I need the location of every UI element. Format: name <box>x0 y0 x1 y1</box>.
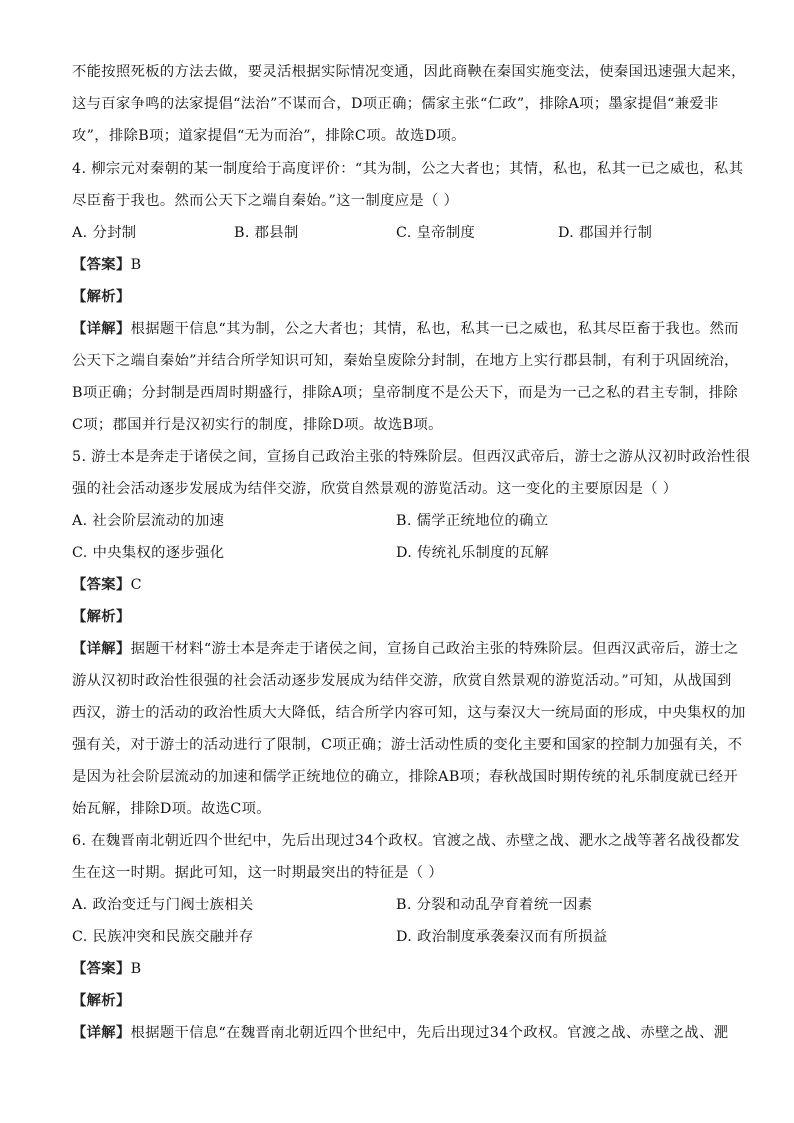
question-5-detail-line: 西汉，游士的活动的政治性质大大降低，结合所学内容可知，这与秦汉大一统局面的形成，中央集权的加 <box>72 705 746 721</box>
answer-label: 【答案】 <box>72 257 131 273</box>
question-5-detail-line: 始瓦解，排除D项。故选C项。 <box>72 801 271 817</box>
text-line: 不能按照死板的方法去做，要灵活根据实际情况变通，因此商鞅在秦国实施变法，使秦国迅速强大起来， <box>72 64 746 80</box>
text-line: 攻”，排除B项；道家提倡“无为而治”，排除C项。故选D项。 <box>72 128 466 144</box>
question-6-analysis-label <box>72 991 722 1011</box>
question-4-option-c: C. 皇帝制度 <box>396 225 476 241</box>
detail-label: 【详解】 <box>72 1025 131 1041</box>
question-6-stem-line: 6. 在魏晋南北朝近四个世纪中，先后出现过34个政权。官渡之战、赤壁之战、淝水之战等著名战役都发 <box>72 833 740 849</box>
question-4-answer <box>72 255 722 275</box>
question-4-detail-line: B项正确；分封制是西周时期盛行，排除A项；皇帝制度不是公天下，而是为一己之私的君主专制，排除 <box>72 385 738 401</box>
question-4-stem-line: 尽臣畜于我也。然而公天下之端自秦始。”这一制度应是（ ） <box>72 193 459 209</box>
question-5-detail-line: 游从汉初时政治性很强的社会活动逐步发展成为结伴交游，欣赏自然景观的游览活动。”可知，从战国到 <box>72 673 732 689</box>
answer-value: B <box>130 961 142 977</box>
question-6-answer <box>72 959 722 979</box>
question-6-option-c: C. 民族冲突和民族交融并存 <box>72 929 254 945</box>
text-line: 这与百家争鸣的法家提倡“法治”不谋而合，D项正确；儒家主张“仁政”，排除A项；墨家提倡“兼爱非 <box>72 96 719 112</box>
question-5-answer <box>72 575 722 595</box>
question-4-detail-line <box>72 319 739 339</box>
question-5-option-b: B. 儒学正统地位的确立 <box>396 513 549 529</box>
question-4-option-b: B. 郡县制 <box>234 225 299 241</box>
question-4-option-d: D. 郡国并行制 <box>558 225 653 241</box>
question-5-option-a: A. 社会阶层流动的加速 <box>72 513 225 529</box>
question-4-option-a: A. 分封制 <box>72 225 137 241</box>
detail-text: 根据题干信息“其为制，公之大者也；其情，私也，私其一已之威也，私其尽臣畜于我也。然而 <box>130 321 739 337</box>
question-6-option-b: B. 分裂和动乱孕育着统一因素 <box>396 897 593 913</box>
answer-value: B <box>130 257 142 273</box>
question-6-detail-line <box>72 1023 729 1043</box>
question-4-stem-line: 4. 柳宗元对秦朝的某一制度给于高度评价：“其为制，公之大者也；其情，私也，私其一已之威也，私其 <box>72 161 744 177</box>
answer-label: 【答案】 <box>72 961 131 977</box>
question-5-detail-line <box>72 639 739 659</box>
analysis-label: 【解析】 <box>72 289 131 305</box>
analysis-label: 【解析】 <box>72 993 131 1009</box>
detail-label: 【详解】 <box>72 321 131 337</box>
question-6-option-a: A. 政治变迁与门阀士族相关 <box>72 897 254 913</box>
question-6-stem-line: 生在这一时期。据此可知，这一时期最突出的特征是（ ） <box>72 865 444 881</box>
question-5-option-d: D. 传统礼乐制度的瓦解 <box>396 545 549 561</box>
answer-value: C <box>130 577 142 593</box>
answer-label: 【答案】 <box>72 577 131 593</box>
question-5-option-c: C. 中央集权的逐步强化 <box>72 545 225 561</box>
detail-text: 据题干材料“游士本是奔走于诸侯之间，宣扬自己政治主张的特殊阶层。但西汉武帝后，游士之 <box>130 641 739 657</box>
detail-text: 根据题干信息“在魏晋南北朝近四个世纪中，先后出现过34个政权。官渡之战、赤壁之战、淝 <box>130 1025 729 1041</box>
question-4-analysis-label <box>72 287 722 307</box>
question-5-analysis-label <box>72 607 722 627</box>
detail-label: 【详解】 <box>72 641 131 657</box>
question-4-detail-line: 公天下之端自秦始”并结合所学知识可知，秦始皇废除分封制，在地方上实行郡县制，有利于巩固统治， <box>72 353 739 369</box>
question-5-stem-line: 强的社会活动逐步发展成为结伴交游，欣赏自然景观的游览活动。这一变化的主要原因是（ ） <box>72 481 678 497</box>
question-4-detail-line: C项；郡国并行是汉初实行的制度，排除D项。故选B项。 <box>72 417 443 433</box>
question-6-option-d: D. 政治制度承袭秦汉而有所损益 <box>396 929 608 945</box>
question-5-stem-line: 5. 游士本是奔走于诸侯之间，宣扬自己政治主张的特殊阶层。但西汉武帝后，游士之游从汉初时政治性很 <box>72 449 751 465</box>
question-5-detail-line: 是因为社会阶层流动的加速和儒学正统地位的确立，排除AB项；春秋战国时期传统的礼乐制度就已经开 <box>72 769 738 785</box>
analysis-label: 【解析】 <box>72 609 131 625</box>
question-5-detail-line: 强有关，对于游士的活动进行了限制，C项正确；游士活动性质的变化主要和国家的控制力加强有关，不 <box>72 737 743 753</box>
